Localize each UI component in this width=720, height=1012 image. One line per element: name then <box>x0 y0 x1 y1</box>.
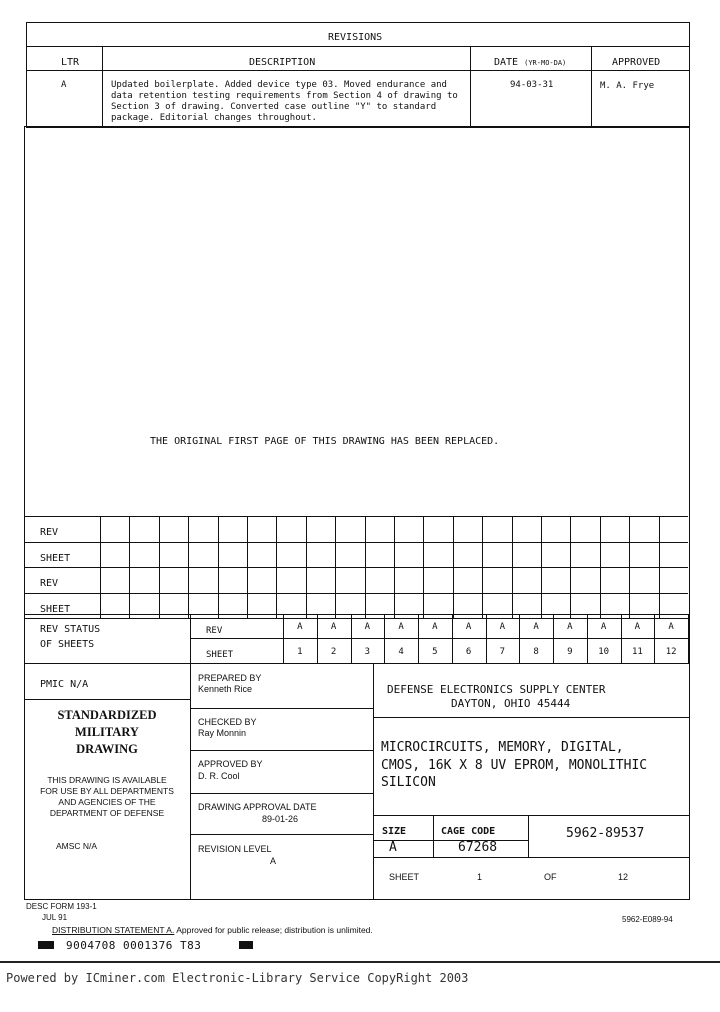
status-grid-cell <box>218 517 247 542</box>
rev-status-rev-value: A <box>567 622 573 632</box>
rev-status-rev-value: A <box>330 622 337 632</box>
title-line: SILICON <box>381 775 436 790</box>
rev-status-sheet-value: 12 <box>665 647 677 657</box>
status-grid-cell <box>306 568 335 593</box>
barcode-text: 9004708 0001376 T83 <box>66 939 202 952</box>
status-grid-cell <box>247 517 276 542</box>
status-grid-cell <box>100 568 129 593</box>
rev-status-rev-value: A <box>432 622 438 632</box>
rev-status-rev-value: A <box>364 622 371 632</box>
status-grid-cell <box>541 517 570 542</box>
footer-rule <box>0 961 720 963</box>
status-grid-cell <box>335 543 364 568</box>
rev-status-sheet-value: 11 <box>631 647 643 657</box>
status-grid-cell <box>423 568 452 593</box>
status-grid-cell <box>100 543 129 568</box>
title-line: MICROCIRCUITS, MEMORY, DIGITAL, <box>381 740 624 755</box>
revision-level-label: REVISION LEVEL <box>198 844 272 854</box>
sheet-total: 12 <box>618 872 629 882</box>
rev-status-rev-value: A <box>398 622 404 632</box>
status-grid-cell <box>482 568 511 593</box>
footer-text: Powered by ICminer.com Electronic-Library Service CopyRight 2003 <box>6 971 469 985</box>
rev-status-rev-value: A <box>499 622 506 632</box>
col-description-header: DESCRIPTION <box>249 57 316 68</box>
rev-status-sheet-value: 9 <box>567 647 573 657</box>
standardized-line: STANDARDIZED <box>57 708 157 722</box>
pmic: PMIC N/A <box>40 679 89 690</box>
rev-status-sheet-value: 7 <box>499 647 506 657</box>
distribution-label: DISTRIBUTION STATEMENT A. <box>52 925 175 935</box>
cage-code-value: 67268 <box>458 840 498 855</box>
status-grid-cell <box>365 568 394 593</box>
status-grid-cell <box>394 517 423 542</box>
status-grid-cell <box>276 568 305 593</box>
col-date-header <box>494 57 566 68</box>
status-grid-cell <box>218 543 247 568</box>
rev-status-sheet-value: 2 <box>330 647 337 657</box>
distribution-statement <box>52 925 373 935</box>
status-grid-cell <box>659 568 688 593</box>
prepared-by-label: PREPARED BY <box>198 673 262 683</box>
rev-status-sheet-value: 6 <box>465 647 472 657</box>
revision-date: 94-03-31 <box>510 80 554 90</box>
status-grid-cell <box>512 568 541 593</box>
status-grid-label: SHEET <box>40 603 71 615</box>
approved-by-name: D. R. Cool <box>198 771 240 781</box>
status-grid-cell <box>659 543 688 568</box>
status-grid-cell <box>541 543 570 568</box>
rev-status-label: REV STATUS <box>40 624 101 635</box>
status-grid-cell <box>629 517 658 542</box>
checked-by-name: Ray Monnin <box>198 728 247 738</box>
status-grid-cell <box>159 543 188 568</box>
rev-status-rev-value: A <box>600 622 607 632</box>
status-grid-cell <box>394 543 423 568</box>
col-ltr-header: LTR <box>61 57 80 68</box>
approved-by-label: APPROVED BY <box>198 759 263 769</box>
status-grid-cell <box>129 517 158 542</box>
availability-line: THIS DRAWING IS AVAILABLE <box>47 775 167 785</box>
status-grid-cell <box>659 517 688 542</box>
status-grid-cell <box>306 543 335 568</box>
status-grid-cell <box>453 568 482 593</box>
status-grid-cell <box>159 517 188 542</box>
rev-status-sheet-label: SHEET <box>206 650 234 660</box>
rev-status-rev-value: A <box>465 622 472 632</box>
drawing-line: DRAWING <box>76 742 138 756</box>
status-grid-cell <box>482 517 511 542</box>
approval-date-value: 89-01-26 <box>262 814 299 824</box>
status-grid-cell <box>188 517 217 542</box>
rev-status-rev-value: A <box>297 622 303 632</box>
status-grid-cell <box>276 517 305 542</box>
rev-status-rev-label: REV <box>206 626 223 636</box>
rev-status-sheet-value: 5 <box>432 647 438 657</box>
status-grid-cell <box>629 568 658 593</box>
agency-address: DAYTON, OHIO 45444 <box>451 697 571 710</box>
drawing-number: 5962-89537 <box>566 826 645 841</box>
status-grid-row <box>25 593 688 620</box>
status-grid-row <box>25 567 688 593</box>
revision-desc-line: data retention testing requirements from Section 4 of drawing to <box>111 91 458 101</box>
status-grid-cell <box>247 568 276 593</box>
revision-desc-line: package. Editorial changes throughout. <box>111 113 317 123</box>
title-line: CMOS, 16K X 8 UV EPROM, MONOLITHIC <box>381 757 648 773</box>
status-grid-cell <box>570 517 599 542</box>
status-grid-cell <box>276 543 305 568</box>
status-grid-cell <box>423 517 452 542</box>
col-date-format: (YR-MO-DA) <box>524 59 567 67</box>
cage-code-label: CAGE CODE <box>441 826 496 837</box>
rev-status-rev-value: A <box>634 622 641 632</box>
status-grid-cell <box>541 568 570 593</box>
status-grid-row <box>25 542 688 568</box>
rev-status-rev-value: A <box>668 622 674 632</box>
revision-ltr: A <box>61 80 67 90</box>
status-grid-cell <box>512 517 541 542</box>
status-grid-cell <box>600 517 629 542</box>
status-grid-cell <box>188 543 217 568</box>
status-grid-cell <box>600 568 629 593</box>
standardized-title <box>24 707 190 758</box>
status-grid-cell <box>129 543 158 568</box>
status-grid-cell <box>335 568 364 593</box>
status-grid-cell <box>218 568 247 593</box>
col-date-label: DATE <box>494 57 519 68</box>
agency-name: DEFENSE ELECTRONICS SUPPLY CENTER <box>387 683 606 696</box>
status-grid-cell <box>365 543 394 568</box>
form-number: DESC FORM 193-1 <box>26 902 97 911</box>
availability-line: FOR USE BY ALL DEPARTMENTS <box>40 786 174 796</box>
military-line: MILITARY <box>75 725 139 739</box>
revision-desc-line: Section 3 of drawing. Converted case outline "Y" to standard <box>111 102 437 112</box>
revision-desc-line: Updated boilerplate. Added device type 03. Moved endurance and <box>111 80 447 90</box>
col-approved-header: APPROVED <box>612 57 661 68</box>
prepared-by-name: Kenneth Rice <box>198 684 253 694</box>
rev-status-rev-value: A <box>533 622 539 632</box>
amsc: AMSC N/A <box>56 841 98 851</box>
status-grid-cell <box>629 543 658 568</box>
form-date: JUL 91 <box>42 913 68 922</box>
rev-status-label-2: OF SHEETS <box>40 639 95 650</box>
sheet-status-grid <box>25 516 688 619</box>
document-reference: 5962-E089-94 <box>622 915 673 924</box>
revision-approved: M. A. Frye <box>600 81 655 91</box>
distribution-text: Approved for public release; distribution is unlimited. <box>174 925 373 935</box>
status-grid-label: SHEET <box>40 552 71 564</box>
status-grid-row <box>25 516 688 542</box>
status-grid-cell <box>570 568 599 593</box>
status-grid-cell <box>453 517 482 542</box>
size-value: A <box>389 840 397 855</box>
status-grid-label: REV <box>40 578 59 589</box>
revisions-title: REVISIONS <box>328 32 383 43</box>
status-grid-cell <box>159 568 188 593</box>
sheet-of: OF <box>544 872 557 882</box>
sheet-number: 1 <box>477 872 483 882</box>
rev-status-sheet-value: 3 <box>364 647 371 657</box>
barcode-block-left <box>38 941 54 949</box>
barcode-block-right <box>239 941 253 949</box>
status-grid-cell <box>306 517 335 542</box>
sheet-label: SHEET <box>389 872 420 882</box>
availability-line: AND AGENCIES OF THE <box>58 797 156 807</box>
status-grid-label: REV <box>40 527 59 538</box>
status-grid-cell <box>423 543 452 568</box>
approval-date-label: DRAWING APPROVAL DATE <box>198 802 317 812</box>
status-grid-cell <box>188 568 217 593</box>
status-grid-cell <box>512 543 541 568</box>
replaced-notice: THE ORIGINAL FIRST PAGE OF THIS DRAWING HAS BEEN REPLACED. <box>150 436 500 447</box>
size-label: SIZE <box>382 826 407 837</box>
availability-line: DEPARTMENT OF DEFENSE <box>49 808 165 818</box>
availability-notice <box>24 775 190 819</box>
status-grid-cell <box>335 517 364 542</box>
rev-status-sheet-value: 4 <box>398 647 404 657</box>
status-grid-cell <box>394 568 423 593</box>
status-grid-cell <box>100 517 129 542</box>
rev-status-sheet-value: 8 <box>533 647 539 657</box>
status-grid-cell <box>482 543 511 568</box>
rev-status-sheet-value: 10 <box>598 647 610 657</box>
status-grid-cell <box>365 517 394 542</box>
revision-level-value: A <box>270 856 277 866</box>
status-grid-cell <box>129 568 158 593</box>
status-grid-cell <box>570 543 599 568</box>
checked-by-label: CHECKED BY <box>198 717 257 727</box>
status-grid-cell <box>600 543 629 568</box>
rev-status-sheet-value: 1 <box>297 647 303 657</box>
drawing-title <box>381 739 647 792</box>
status-grid-cell <box>453 543 482 568</box>
status-grid-cell <box>247 543 276 568</box>
